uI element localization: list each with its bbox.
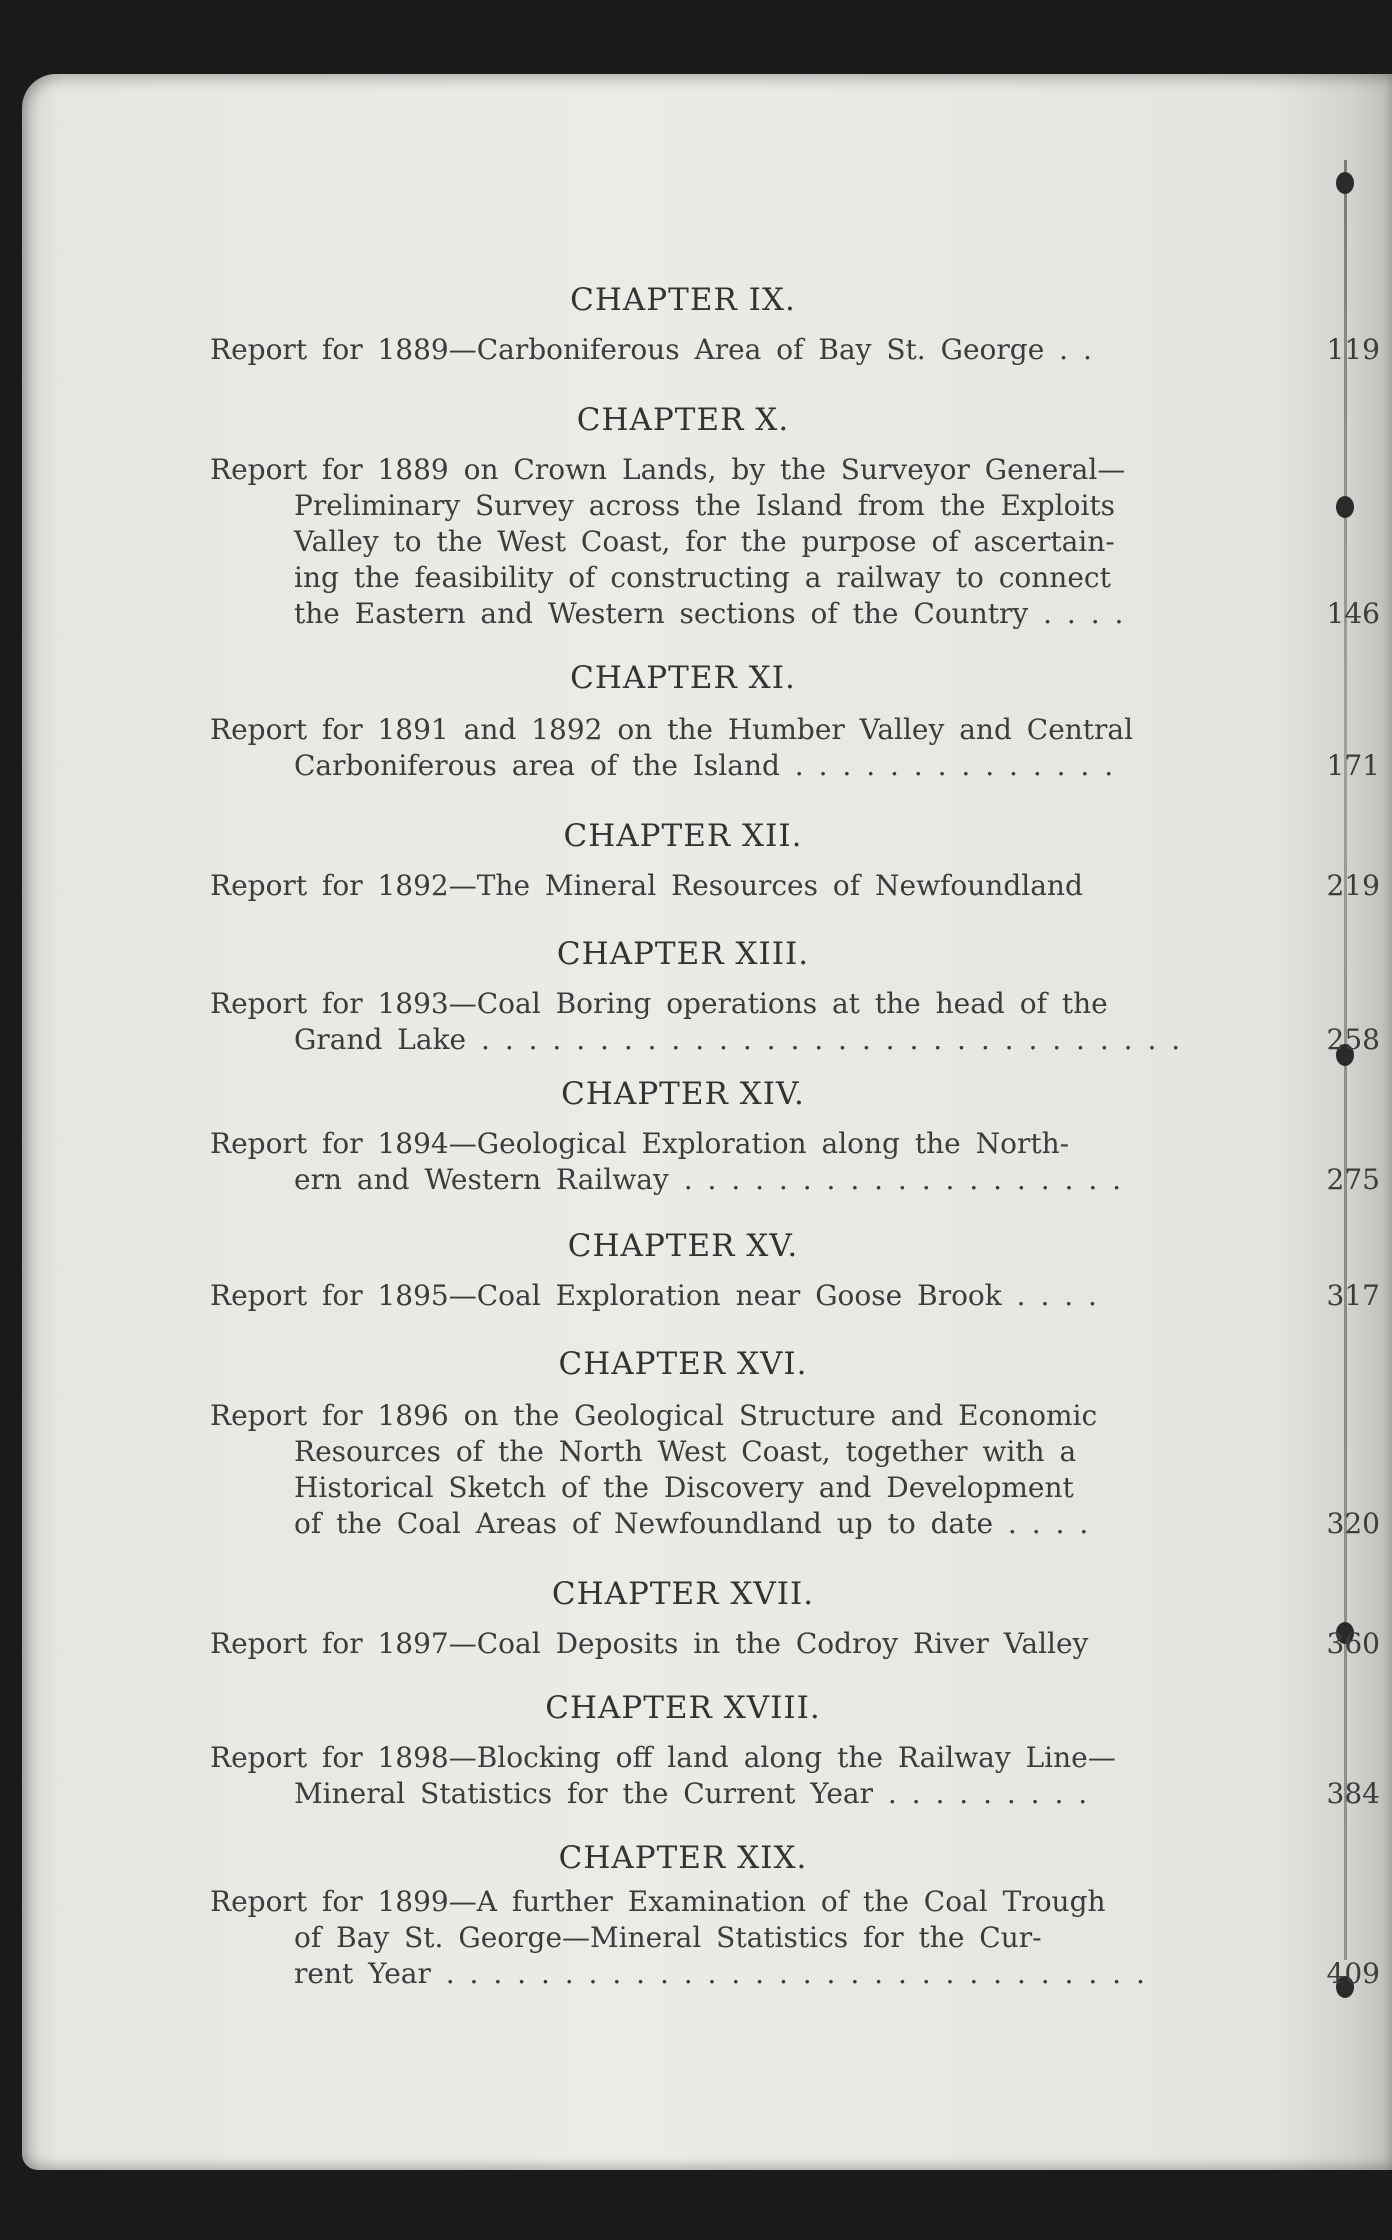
chapter-heading: CHAPTER XIII. — [556, 936, 810, 972]
entry-line: the Eastern and Western sections of the Country . . . . — [294, 597, 1124, 630]
entry-line: ern and Western Railway . . . . . . . . . . . . . . . . . . . — [294, 1163, 1122, 1196]
entry-line: Report for 1889—Carboniferous Area of Bay St. George . . — [210, 333, 1092, 366]
entry-line: Report for 1895—Coal Exploration near Goose Brook . . . . — [210, 1279, 1097, 1312]
entry-line: Report for 1893—Coal Boring operations at the head of the — [210, 987, 1108, 1020]
page-number: 384 — [1326, 1777, 1380, 1810]
entry-line: Report for 1899—A further Examination of the Coal Trough — [210, 1885, 1106, 1918]
page-number: 119 — [1326, 333, 1380, 366]
entry-line: Report for 1898—Blocking off land along the Railway Line— — [210, 1741, 1116, 1774]
entry-line: Preliminary Survey across the Island from the Exploits — [294, 489, 1116, 522]
chapter-heading: CHAPTER IX. — [570, 282, 796, 318]
entry-line: Report for 1896 on the Geological Structure and Economic — [210, 1399, 1098, 1432]
entry-line: Mineral Statistics for the Current Year . . . . . . . . . — [294, 1777, 1088, 1810]
chapter-heading: CHAPTER XI. — [570, 660, 796, 696]
entry-line: rent Year . . . . . . . . . . . . . . . . . . . . . . . . . . . . . . — [294, 1957, 1145, 1990]
page-number: 275 — [1326, 1163, 1380, 1196]
entry-line: Grand Lake . . . . . . . . . . . . . . . . . . . . . . . . . . . . . . — [294, 1023, 1181, 1056]
page-number: 258 — [1326, 1023, 1380, 1056]
entry-line: ing the feasibility of constructing a railway to connect — [294, 561, 1111, 594]
chapter-heading: CHAPTER XII. — [563, 818, 803, 854]
entry-line: of the Coal Areas of Newfoundland up to date . . . . — [294, 1507, 1089, 1540]
page-number: 320 — [1326, 1507, 1380, 1540]
chapter-heading: CHAPTER XV. — [567, 1228, 799, 1264]
page-number: 219 — [1326, 869, 1380, 902]
entry-line: Historical Sketch of the Discovery and Development — [294, 1471, 1074, 1504]
chapter-heading: CHAPTER XVII. — [551, 1576, 815, 1612]
entry-line: Report for 1889 on Crown Lands, by the Surveyor General— — [210, 453, 1126, 486]
page-number: 146 — [1326, 597, 1380, 630]
entry-line: of Bay St. George—Mineral Statistics for the Cur- — [294, 1921, 1042, 1954]
chapter-heading: CHAPTER X. — [576, 402, 790, 438]
page-number: 409 — [1326, 1957, 1380, 1990]
chapter-heading: CHAPTER XIV. — [561, 1076, 805, 1112]
entry-line: Report for 1894—Geological Exploration along the North- — [210, 1127, 1070, 1160]
chapter-heading: CHAPTER XVI. — [558, 1346, 808, 1382]
entry-line: Resources of the North West Coast, together with a — [294, 1435, 1077, 1468]
page-number: 317 — [1326, 1279, 1380, 1312]
entry-line: Valley to the West Coast, for the purpose of ascertain- — [294, 525, 1115, 558]
entry-line: Report for 1892—The Mineral Resources of Newfoundland — [210, 869, 1083, 902]
entry-line: Report for 1897—Coal Deposits in the Codroy River Valley — [210, 1627, 1089, 1660]
page-number: 171 — [1326, 749, 1380, 782]
chapter-heading: CHAPTER XIX. — [558, 1840, 808, 1876]
chapter-heading: CHAPTER XVIII. — [545, 1690, 821, 1726]
entry-line: Carboniferous area of the Island . . . . . . . . . . . . . . — [294, 749, 1114, 782]
entry-line: Report for 1891 and 1892 on the Humber Valley and Central — [210, 713, 1134, 746]
page-number: 360 — [1326, 1627, 1380, 1660]
